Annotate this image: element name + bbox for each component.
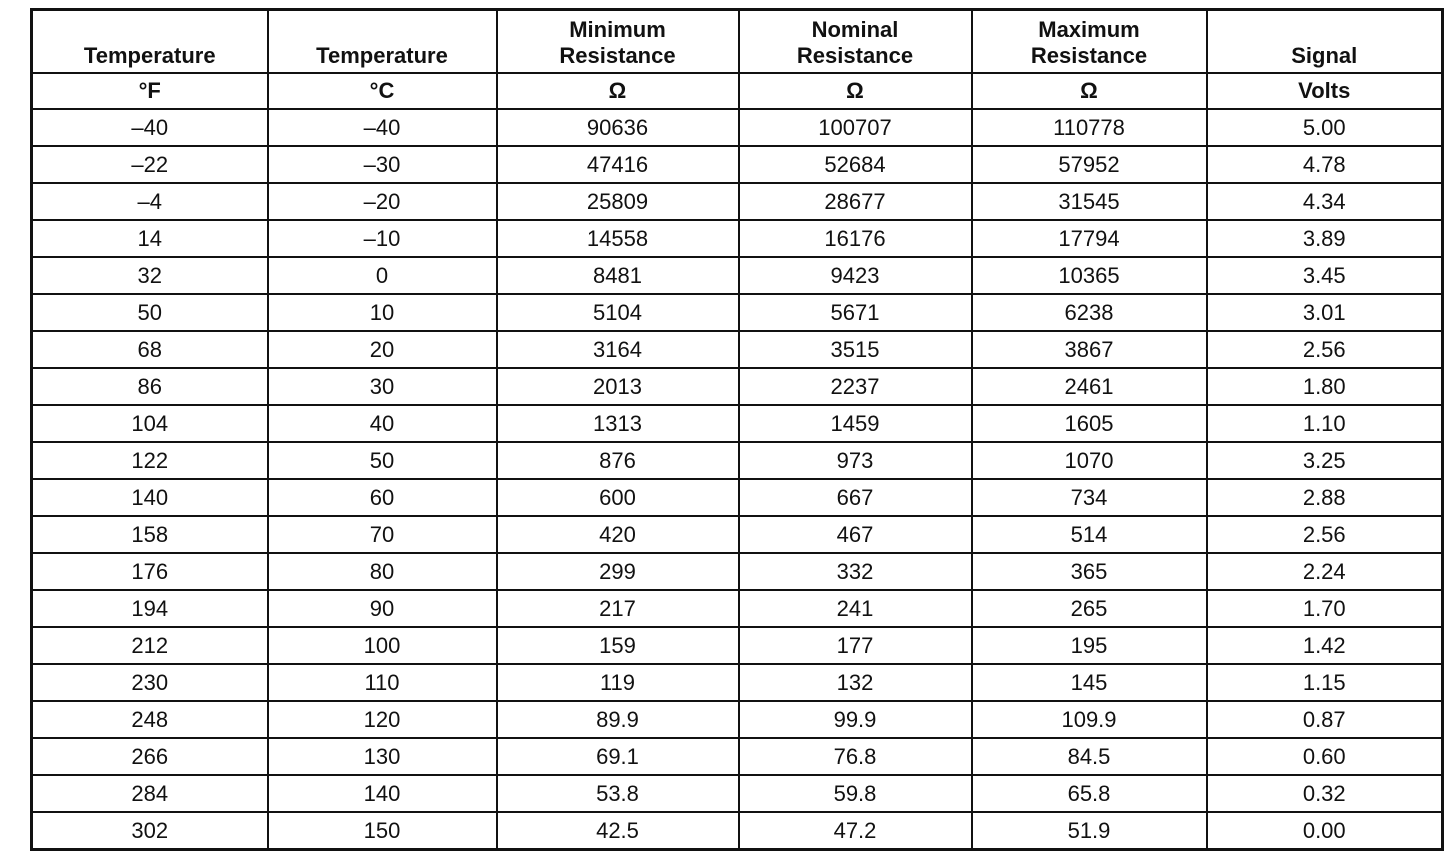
cell-temp-f: 104	[32, 405, 268, 442]
cell-temp-c: 10	[268, 294, 497, 331]
header-line1: Nominal	[811, 17, 899, 42]
cell-temp-c: 130	[268, 738, 497, 775]
unit-ohm-nominal: Ω	[739, 73, 972, 109]
cell-temp-c: –10	[268, 220, 497, 257]
table-row	[32, 146, 1443, 183]
cell-temp-f: 230	[32, 664, 268, 701]
cell-nominal-resistance: 100707	[739, 109, 972, 146]
cell-nominal-resistance: 973	[739, 442, 972, 479]
table-row	[32, 627, 1443, 664]
cell-nominal-resistance: 3515	[739, 331, 972, 368]
table-row	[32, 553, 1443, 590]
cell-max-resistance: 265	[972, 590, 1207, 627]
cell-nominal-resistance: 9423	[739, 257, 972, 294]
cell-temp-f: 212	[32, 627, 268, 664]
cell-max-resistance: 3867	[972, 331, 1207, 368]
cell-temp-f: 68	[32, 331, 268, 368]
cell-max-resistance: 1605	[972, 405, 1207, 442]
cell-signal-volts: 2.56	[1207, 331, 1443, 368]
cell-temp-f: 284	[32, 775, 268, 812]
unit-volts: Volts	[1207, 73, 1443, 109]
cell-max-resistance: 365	[972, 553, 1207, 590]
cell-temp-c: 0	[268, 257, 497, 294]
cell-signal-volts: 3.89	[1207, 220, 1443, 257]
header-line2: Resistance	[559, 43, 676, 68]
cell-nominal-resistance: 1459	[739, 405, 972, 442]
cell-signal-volts: 4.34	[1207, 183, 1443, 220]
cell-nominal-resistance: 132	[739, 664, 972, 701]
column-title-row	[32, 10, 1443, 74]
header-line2: Resistance	[796, 43, 914, 68]
table-row	[32, 812, 1443, 850]
header-minimum-resistance	[497, 10, 739, 74]
cell-temp-f: 122	[32, 442, 268, 479]
header-line2: Temperature	[83, 43, 216, 68]
unit-row	[32, 73, 1443, 109]
cell-temp-f: –22	[32, 146, 268, 183]
cell-nominal-resistance: 59.8	[739, 775, 972, 812]
cell-max-resistance: 2461	[972, 368, 1207, 405]
unit-ohm-min: Ω	[497, 73, 739, 109]
cell-temp-c: 70	[268, 516, 497, 553]
table-row	[32, 590, 1443, 627]
cell-temp-c: –20	[268, 183, 497, 220]
cell-min-resistance: 2013	[497, 368, 739, 405]
cell-temp-f: 32	[32, 257, 268, 294]
cell-temp-c: 20	[268, 331, 497, 368]
cell-max-resistance: 734	[972, 479, 1207, 516]
cell-min-resistance: 53.8	[497, 775, 739, 812]
cell-temp-c: 30	[268, 368, 497, 405]
cell-signal-volts: 2.24	[1207, 553, 1443, 590]
cell-nominal-resistance: 47.2	[739, 812, 972, 850]
cell-max-resistance: 65.8	[972, 775, 1207, 812]
cell-temp-f: 140	[32, 479, 268, 516]
cell-temp-f: 248	[32, 701, 268, 738]
cell-max-resistance: 1070	[972, 442, 1207, 479]
cell-signal-volts: 1.42	[1207, 627, 1443, 664]
cell-min-resistance: 159	[497, 627, 739, 664]
cell-temp-c: –40	[268, 109, 497, 146]
cell-max-resistance: 514	[972, 516, 1207, 553]
cell-signal-volts: 2.56	[1207, 516, 1443, 553]
cell-signal-volts: 2.88	[1207, 479, 1443, 516]
cell-nominal-resistance: 5671	[739, 294, 972, 331]
cell-min-resistance: 299	[497, 553, 739, 590]
cell-temp-c: 80	[268, 553, 497, 590]
table-row	[32, 516, 1443, 553]
cell-max-resistance: 195	[972, 627, 1207, 664]
cell-max-resistance: 145	[972, 664, 1207, 701]
cell-signal-volts: 3.01	[1207, 294, 1443, 331]
table-row	[32, 294, 1443, 331]
cell-max-resistance: 84.5	[972, 738, 1207, 775]
cell-min-resistance: 47416	[497, 146, 739, 183]
cell-nominal-resistance: 76.8	[739, 738, 972, 775]
cell-temp-c: 40	[268, 405, 497, 442]
cell-signal-volts: 0.87	[1207, 701, 1443, 738]
cell-temp-f: 302	[32, 812, 268, 850]
table-body	[32, 109, 1443, 850]
cell-temp-c: –30	[268, 146, 497, 183]
cell-nominal-resistance: 241	[739, 590, 972, 627]
header-line2: Resistance	[1030, 43, 1148, 68]
unit-fahrenheit: °F	[32, 73, 268, 109]
cell-min-resistance: 8481	[497, 257, 739, 294]
cell-temp-f: –40	[32, 109, 268, 146]
cell-signal-volts: 0.32	[1207, 775, 1443, 812]
table-row	[32, 442, 1443, 479]
table-row	[32, 775, 1443, 812]
cell-signal-volts: 1.10	[1207, 405, 1443, 442]
cell-signal-volts: 1.80	[1207, 368, 1443, 405]
cell-signal-volts: 0.00	[1207, 812, 1443, 850]
cell-min-resistance: 89.9	[497, 701, 739, 738]
cell-temp-c: 110	[268, 664, 497, 701]
cell-nominal-resistance: 177	[739, 627, 972, 664]
cell-nominal-resistance: 467	[739, 516, 972, 553]
cell-nominal-resistance: 2237	[739, 368, 972, 405]
cell-temp-c: 140	[268, 775, 497, 812]
table-header	[32, 10, 1443, 110]
cell-min-resistance: 25809	[497, 183, 739, 220]
cell-max-resistance: 109.9	[972, 701, 1207, 738]
cell-temp-f: –4	[32, 183, 268, 220]
cell-min-resistance: 69.1	[497, 738, 739, 775]
cell-nominal-resistance: 28677	[739, 183, 972, 220]
header-line1: Maximum	[1038, 17, 1140, 42]
header-temperature-c	[268, 10, 497, 74]
cell-temp-c: 60	[268, 479, 497, 516]
cell-max-resistance: 17794	[972, 220, 1207, 257]
cell-signal-volts: 3.25	[1207, 442, 1443, 479]
cell-signal-volts: 1.70	[1207, 590, 1443, 627]
header-nominal-resistance	[739, 10, 972, 74]
cell-max-resistance: 57952	[972, 146, 1207, 183]
cell-nominal-resistance: 99.9	[739, 701, 972, 738]
cell-temp-c: 50	[268, 442, 497, 479]
cell-temp-c: 150	[268, 812, 497, 850]
cell-min-resistance: 876	[497, 442, 739, 479]
cell-temp-f: 50	[32, 294, 268, 331]
header-signal	[1207, 10, 1443, 74]
table-row	[32, 220, 1443, 257]
table-row	[32, 331, 1443, 368]
cell-min-resistance: 217	[497, 590, 739, 627]
cell-min-resistance: 5104	[497, 294, 739, 331]
cell-temp-f: 266	[32, 738, 268, 775]
header-line2: Temperature	[316, 43, 448, 68]
cell-signal-volts: 3.45	[1207, 257, 1443, 294]
unit-ohm-max: Ω	[972, 73, 1207, 109]
cell-signal-volts: 0.60	[1207, 738, 1443, 775]
cell-min-resistance: 42.5	[497, 812, 739, 850]
cell-signal-volts: 4.78	[1207, 146, 1443, 183]
cell-temp-f: 86	[32, 368, 268, 405]
cell-max-resistance: 51.9	[972, 812, 1207, 850]
table-row	[32, 664, 1443, 701]
cell-temp-c: 90	[268, 590, 497, 627]
header-temperature-f	[32, 10, 268, 74]
cell-temp-c: 120	[268, 701, 497, 738]
cell-nominal-resistance: 332	[739, 553, 972, 590]
cell-min-resistance: 1313	[497, 405, 739, 442]
cell-min-resistance: 420	[497, 516, 739, 553]
cell-temp-f: 194	[32, 590, 268, 627]
cell-nominal-resistance: 52684	[739, 146, 972, 183]
cell-nominal-resistance: 667	[739, 479, 972, 516]
header-maximum-resistance	[972, 10, 1207, 74]
table-row	[32, 109, 1443, 146]
table-row	[32, 738, 1443, 775]
header-line2: Signal	[1291, 43, 1358, 68]
cell-signal-volts: 5.00	[1207, 109, 1443, 146]
header-line1: Minimum	[569, 17, 666, 42]
cell-max-resistance: 110778	[972, 109, 1207, 146]
unit-celsius: °C	[268, 73, 497, 109]
table-row	[32, 479, 1443, 516]
cell-nominal-resistance: 16176	[739, 220, 972, 257]
cell-max-resistance: 10365	[972, 257, 1207, 294]
cell-temp-f: 158	[32, 516, 268, 553]
cell-temp-f: 176	[32, 553, 268, 590]
cell-temp-f: 14	[32, 220, 268, 257]
cell-min-resistance: 3164	[497, 331, 739, 368]
cell-max-resistance: 6238	[972, 294, 1207, 331]
cell-max-resistance: 31545	[972, 183, 1207, 220]
table-row	[32, 701, 1443, 738]
cell-signal-volts: 1.15	[1207, 664, 1443, 701]
table-row	[32, 257, 1443, 294]
cell-min-resistance: 119	[497, 664, 739, 701]
table-row	[32, 405, 1443, 442]
table-row	[32, 183, 1443, 220]
temperature-resistance-table	[30, 8, 1444, 851]
cell-min-resistance: 14558	[497, 220, 739, 257]
table-row	[32, 368, 1443, 405]
cell-temp-c: 100	[268, 627, 497, 664]
cell-min-resistance: 600	[497, 479, 739, 516]
cell-min-resistance: 90636	[497, 109, 739, 146]
